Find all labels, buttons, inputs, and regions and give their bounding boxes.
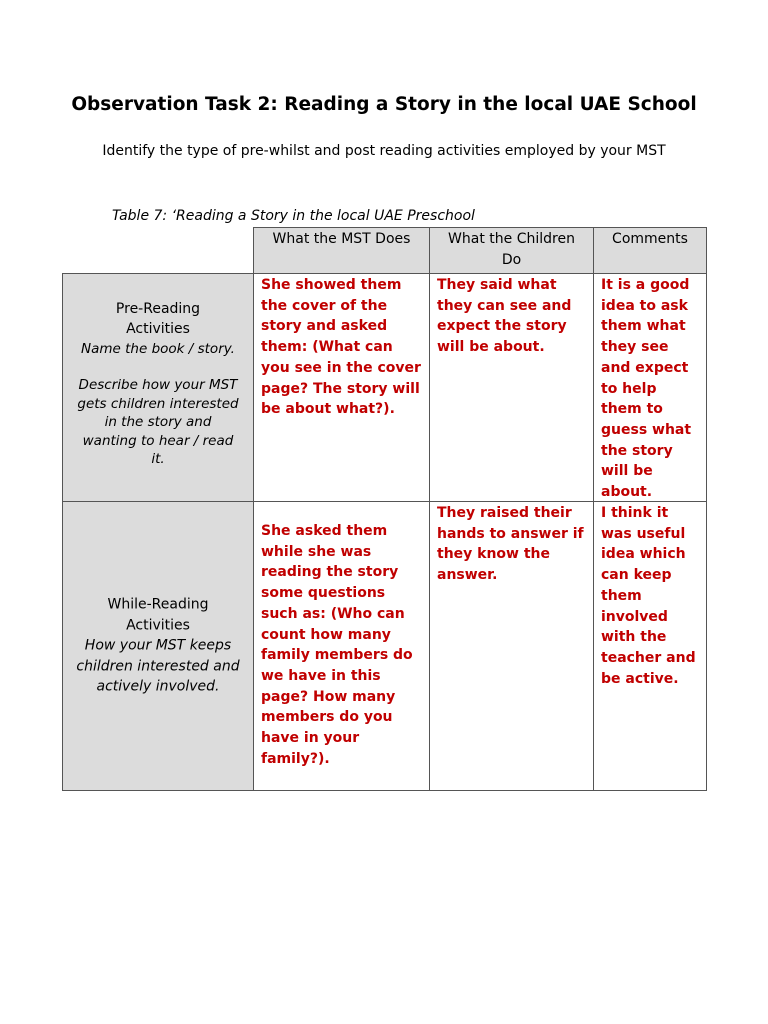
row-title-while-reading: While-Reading Activities bbox=[107, 596, 209, 634]
header-mst bbox=[253, 227, 430, 274]
header-comments bbox=[593, 227, 707, 274]
cell-mst-pre-reading-text: She showed them the cover of the story and asked them: (What can you see in the cover page? The story will be about what?). bbox=[261, 277, 421, 418]
cell-comments-pre-reading bbox=[593, 273, 707, 502]
header-comments-label: Comments bbox=[612, 231, 688, 247]
cell-children-while-reading bbox=[429, 501, 594, 791]
row-desc-pre-reading: Name the book / story. bbox=[81, 340, 235, 357]
row-desc2-pre-reading: Describe how your MST gets children interested in the story and wanting to hear / read it. bbox=[77, 377, 239, 468]
row-title-pre-reading: Pre-Reading Activities bbox=[115, 300, 201, 337]
row-head-pre-reading bbox=[62, 273, 254, 502]
cell-children-pre-reading bbox=[429, 273, 594, 502]
cell-children-while-reading-text: They raised their hands to answer if they know the answer. bbox=[437, 505, 584, 584]
cell-comments-while-reading-text: I think it was useful idea which can keep them involved with the teacher and be active. bbox=[601, 505, 696, 687]
header-mst-label: What the MST Does bbox=[272, 231, 411, 247]
row-head-while-reading bbox=[62, 501, 254, 791]
cell-mst-pre-reading bbox=[253, 273, 430, 502]
cell-mst-while-reading-text: She asked them while she was reading the story some questions such as: (Who can count how many family members do we have in this page? How many members do you have in your family?). bbox=[261, 523, 413, 767]
header-children bbox=[429, 227, 594, 274]
row-desc-while-reading: How your MST keeps children interested and actively involved. bbox=[76, 637, 240, 695]
cell-mst-while-reading bbox=[253, 501, 430, 791]
table-caption: Table 7: ‘Reading a Story in the local UAE Preschool bbox=[112, 208, 475, 224]
page-title: Observation Task 2: Reading a Story in the local UAE School bbox=[71, 94, 697, 115]
header-children-label: What the Children Do bbox=[448, 231, 575, 268]
cell-comments-while-reading bbox=[593, 501, 707, 791]
page-subtitle: Identify the type of pre-whilst and post reading activities employed by your MST bbox=[102, 143, 666, 159]
cell-comments-pre-reading-text: It is a good idea to ask them what they see and expect to help them to guess what the story will be about. bbox=[601, 277, 692, 501]
cell-children-pre-reading-text: They said what they can see and expect the story will be about. bbox=[437, 277, 572, 356]
